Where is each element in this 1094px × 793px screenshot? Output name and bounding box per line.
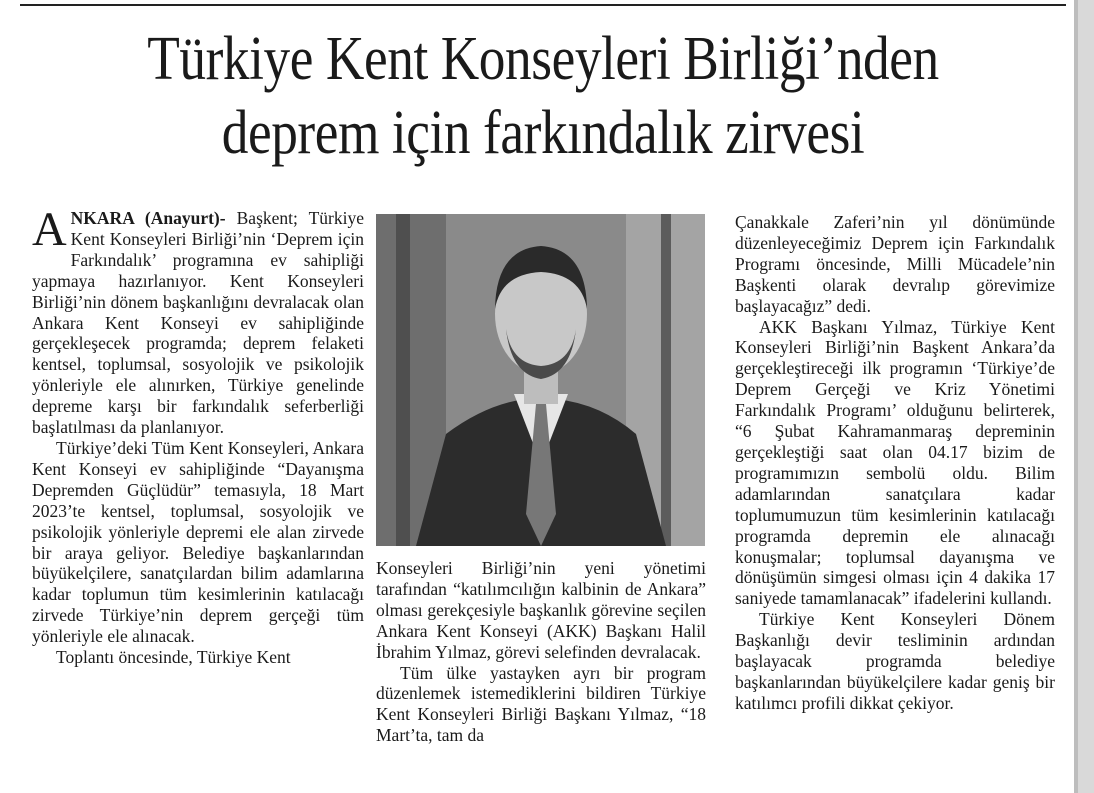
top-rule	[20, 4, 1066, 6]
paragraph-6: Çanakkale Zaferi’nin yıl dönümünde düzenleyeceğimiz Deprem için Farkındalık Programı öncesinde, Milli Mücadele’nin Başkenti olarak devralıp görevimize başlayacağız” dedi.	[735, 212, 1055, 316]
paragraph-8: Türkiye Kent Konseyleri Dönem Başkanlığı devir tesliminin ardından başlayacak programda belediye başkanlarından büyükelçilere kadar geniş bir katılımcı profili dikkat çekiyor.	[735, 609, 1055, 713]
dateline: NKARA (Anayurt)-	[70, 208, 226, 228]
paragraph-1	[32, 203, 364, 438]
paragraph-3: Toplantı öncesinde, Türkiye Kent	[56, 647, 291, 668]
paragraph-4: Konseyleri Birliği’nin yeni yönetimi tarafından “katılımcılığın kalbinin de Ankara” olması gerekçesiyle başkanlık görevine seçilen Ankara Kent Konseyi (AKK) Başkanı Halil İbrahim Yılmaz, görevi selefinden devralacak.	[376, 558, 706, 662]
page-edge	[1074, 0, 1094, 793]
drop-cap: A	[32, 203, 67, 256]
paragraph-1-text: Başkent; Türkiye Kent Konseyleri Birliği’nin ‘Deprem için Farkındalık’ programına ev sahipliği yapmaya hazırlanıyor. Kent Konseyleri Birliği’nin dönem başkanlığını devralacak olan Ankara Kent Konseyi ev sahipliğinde gerçekleşecek programda; deprem felaketi kentsel, toplumsal, sosyolojik ve psikolojik yönleriyle ele alınırken, Türkiye genelinde depreme karşı bir farkındalık seferberliği başlatılması da planlanıyor.	[32, 208, 364, 438]
headline	[93, 22, 993, 170]
column-1	[32, 203, 364, 668]
paragraph-2: Türkiye’deki Tüm Kent Konseyleri, Ankara Kent Konseyi ev sahipliğinde “Dayanışma Depremden Güçlüdür” temasıyla, 18 Mart 2023’te kentsel, toplumsal, sosyolojik ve psikolojik yönleriyle depremi ele alan zirvede bir araya geliyor. Belediye başkanlarından büyükelçilere, sanatçılardan bilim adamlarına kadar toplumun tüm kesimlerinin katılacağı zirvede Türkiye’nin deprem gerçeği tüm yönleriyle ele alınacak.	[32, 437, 364, 647]
column-2	[376, 558, 706, 746]
headline-line-2: deprem için farkındalık zirvesi	[221, 99, 865, 167]
paragraph-7: AKK Başkanı Yılmaz, Türkiye Kent Konseyleri Birliği’nin Başkent Ankara’da gerçekleştireceği ilk programın ‘Türkiye’de Deprem Gerçeği ve Kriz Yönetimi Farkındalık Programı’ olduğunu belirterek, “6 Şubat Kahramanmaraş depreminin gerçekleştiği saat olan 04.17 bizim de programımızın sembolü oldu. Bilim adamlarından sanatçılara kadar toplumumuzun tüm kesimlerinin katılacağı programda depremin ele alınacağı konuşmalar; toplumsal dayanışma ve dönüşümün simgesi olması için 4 dakika 17 saniyede tamamlanacak” ifadelerini kullandı.	[735, 316, 1055, 609]
paragraph-5: Tüm ülke yastayken ayrı bir program düzenlemek istemediklerini bildiren Türkiye Kent Konseyleri Birliği Başkanı Yılmaz, “18 Mart’ta, tam da	[376, 662, 706, 746]
portrait-photo	[376, 214, 705, 546]
column-3	[735, 212, 1055, 714]
headline-line-1: Türkiye Kent Konseyleri Birliği’nden	[147, 25, 939, 93]
